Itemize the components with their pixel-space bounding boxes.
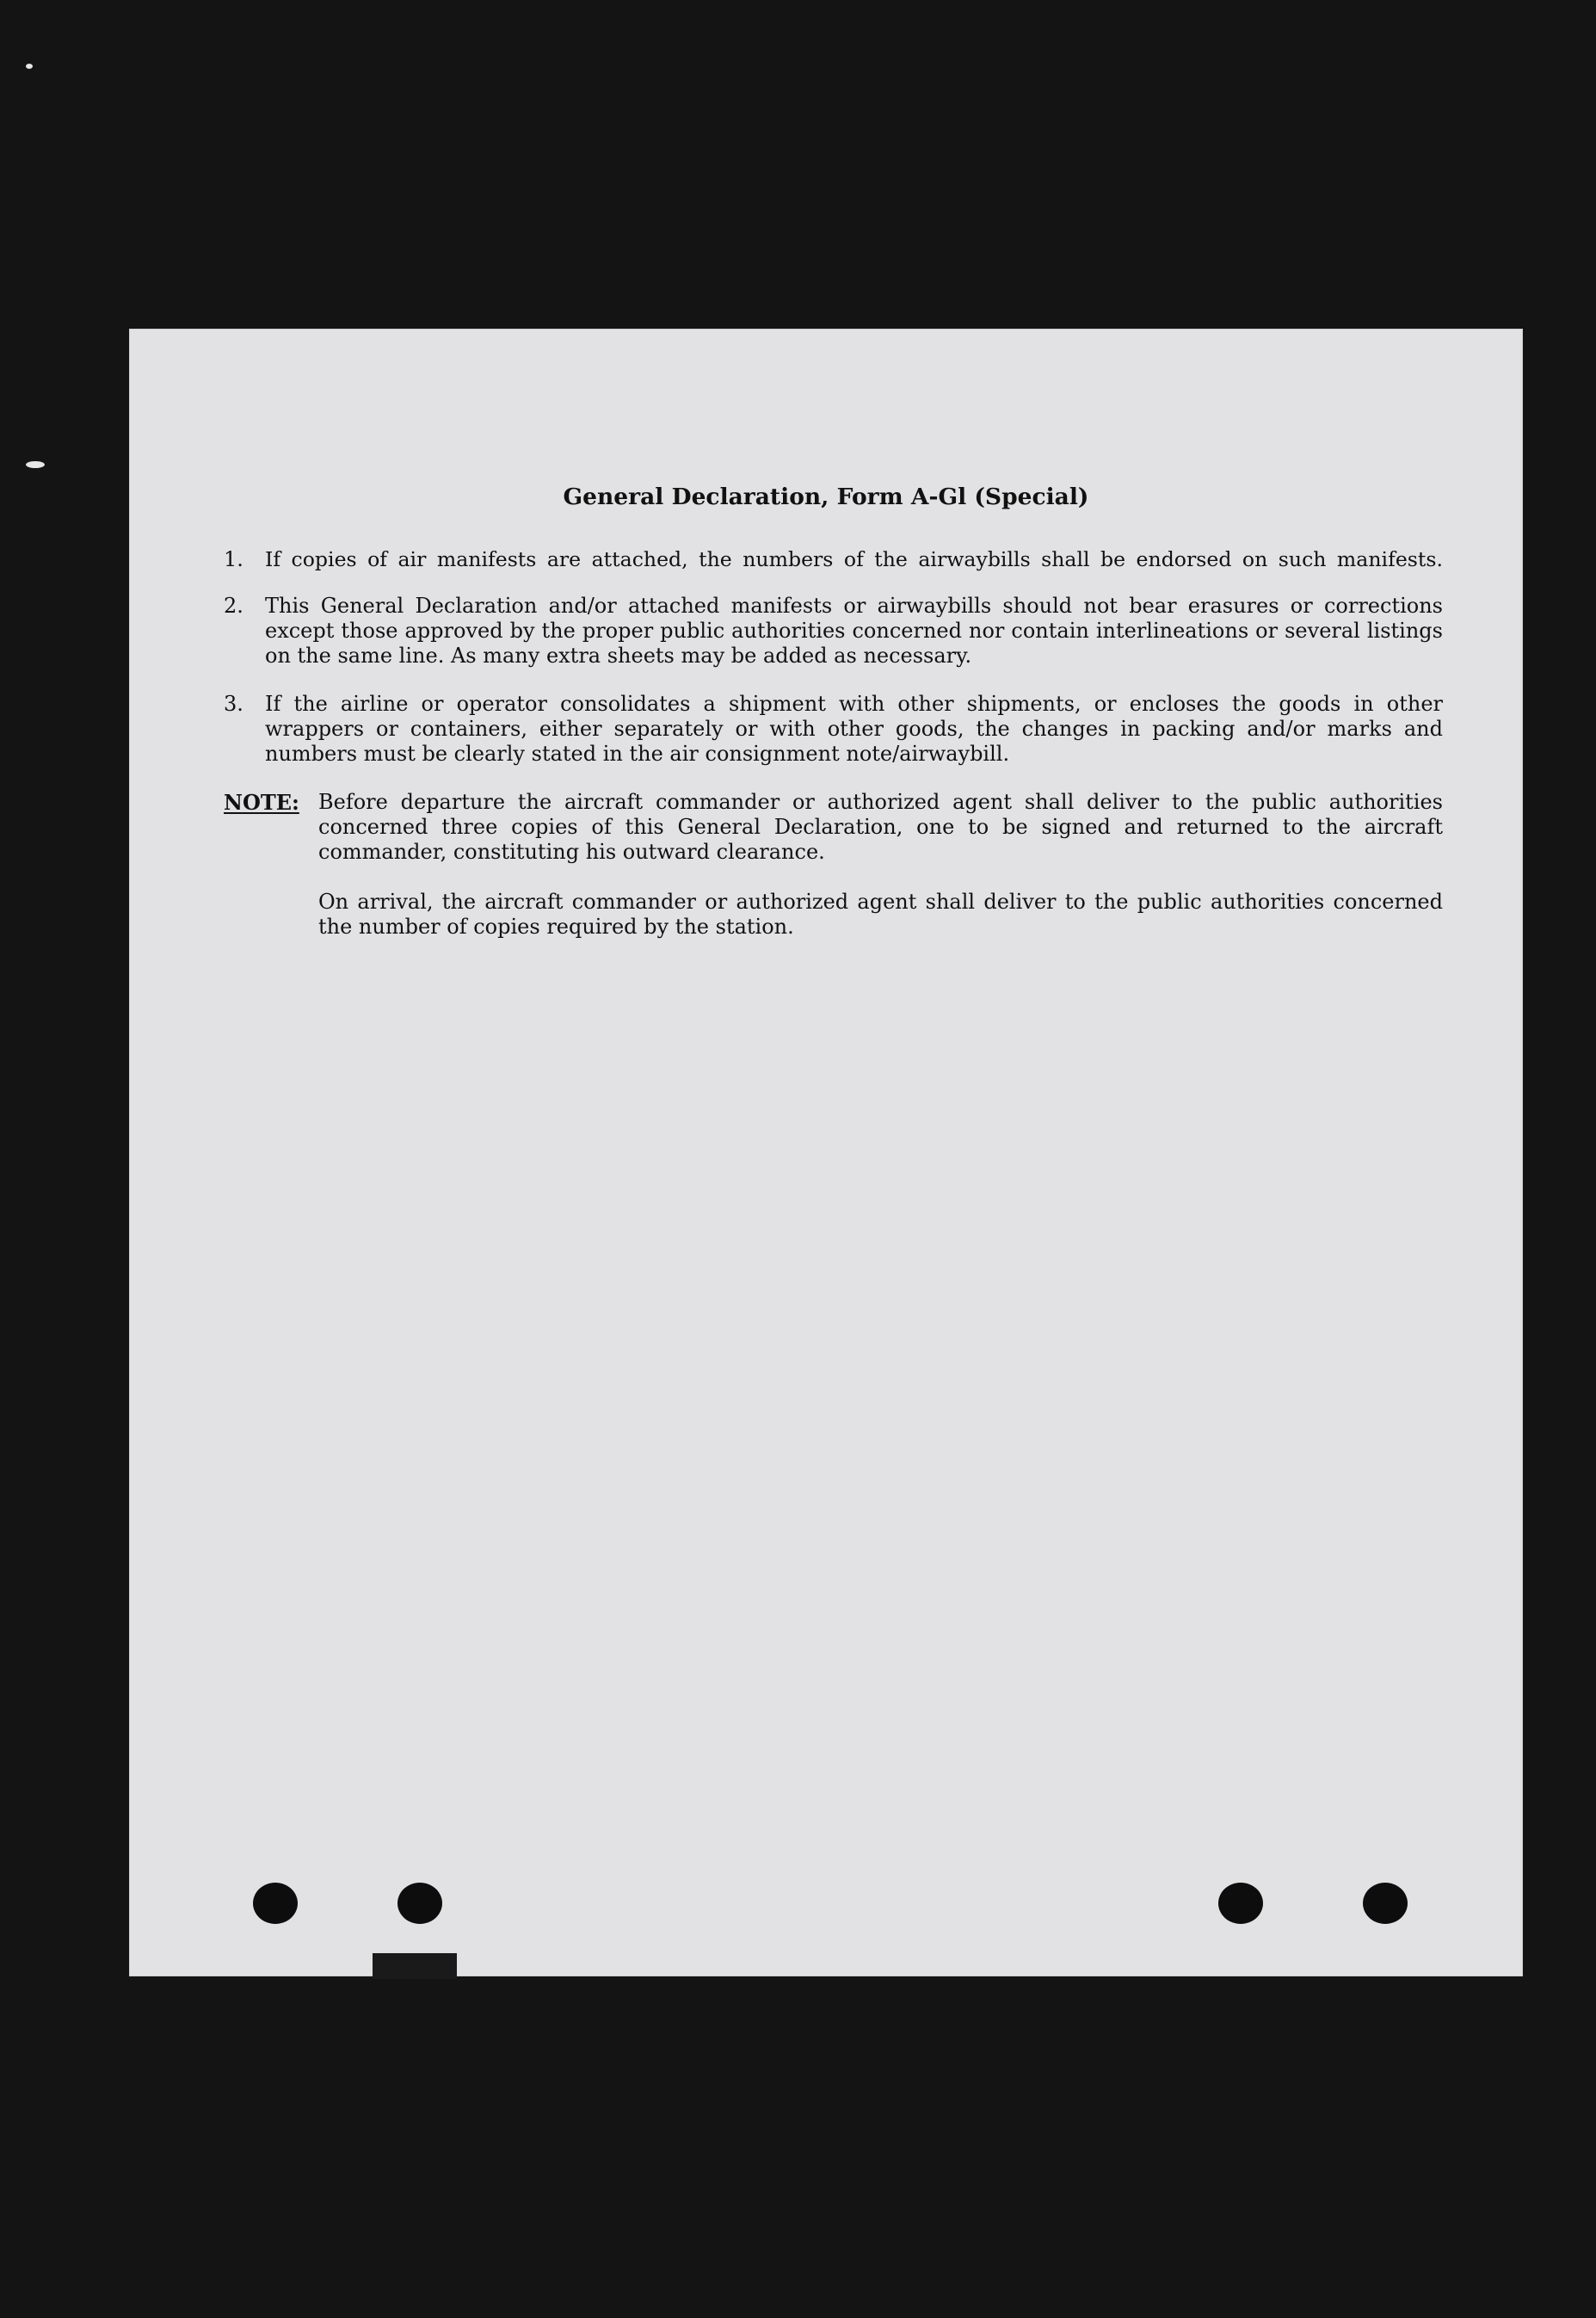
note-paragraph: On arrival, the aircraft commander or authorized agent shall deliver to the public authorities concerned the number of copies required by the station. xyxy=(318,890,1443,939)
item-number: 1. xyxy=(224,547,243,571)
item-number: 2. xyxy=(224,594,243,618)
punch-hole xyxy=(253,1883,298,1924)
document-title: General Declaration, Form A-Gl (Special) xyxy=(563,484,1089,510)
note-section xyxy=(224,790,1443,939)
item-text: If the airline or operator consolidates a shipment with other shipments, or encloses the goods in other wrappers or containers, either separately or with other goods, the changes in packing and/or marks and numbers must be clearly stated in the air consignment note/airwaybill. xyxy=(265,692,1443,766)
item-number: 3. xyxy=(224,692,243,716)
list-item xyxy=(224,547,1443,573)
list-item xyxy=(224,594,1443,671)
binding-notch xyxy=(373,1953,457,1979)
note-label: NOTE: xyxy=(224,790,299,815)
punch-hole xyxy=(1363,1883,1408,1924)
scan-speck xyxy=(26,461,45,468)
item-text: If copies of air manifests are attached, the numbers of the airwaybills shall be endorsed on such manifests. xyxy=(265,547,1443,571)
note-paragraph: Before departure the aircraft commander or authorized agent shall deliver to the public authorities concerned three copies of this General Declaration, one to be signed and returned to the aircraft commander, constituting his outward clearance. xyxy=(318,790,1443,864)
document-page xyxy=(129,329,1523,1976)
punch-hole xyxy=(397,1883,442,1924)
punch-hole xyxy=(1218,1883,1263,1924)
scan-speck xyxy=(26,64,33,69)
item-text: This General Declaration and/or attached manifests or airwaybills should not bear erasures or corrections except those approved by the proper public authorities concerned nor contain interlineations or several listings on the same line. As many extra sheets may be added as necessary. xyxy=(265,594,1443,668)
list-item xyxy=(224,692,1443,769)
